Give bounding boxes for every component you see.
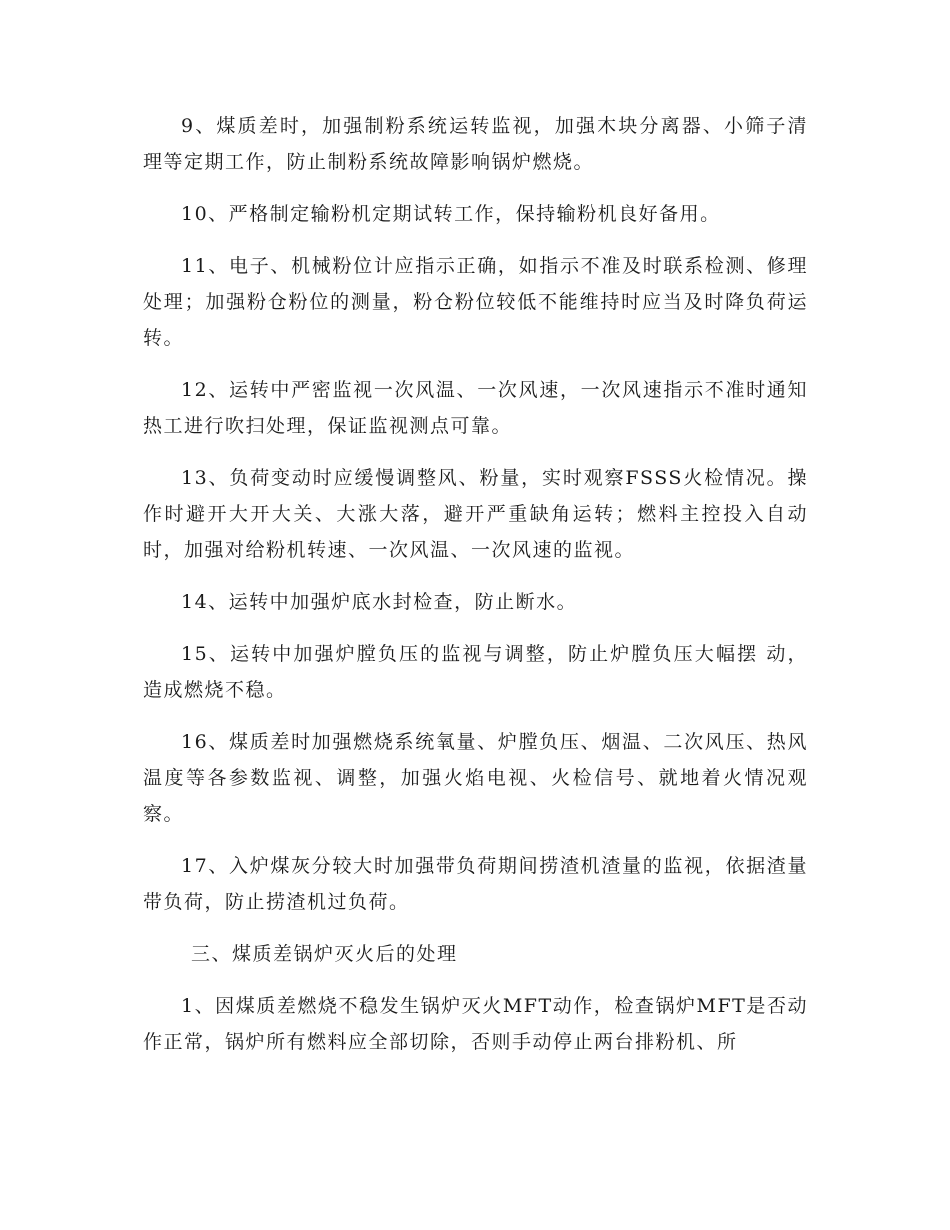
document-body: [143, 108, 808, 1076]
paragraph-item-17: 17、入炉煤灰分较大时加强带负荷期间捞渣机渣量的监视，依据渣量带负荷，防止捞渣机过负荷。: [143, 855, 808, 913]
paragraph-item-15: 15、运转中加强炉膛负压的监视与调整，防止炉膛负压大幅摆 动，造成燃烧不稳。: [143, 643, 808, 701]
paragraph-item-9: 9、煤质差时，加强制粉系统运转监视，加强木块分离器、小筛子清理等定期工作，防止制粉系统故障影响锅炉燃烧。: [143, 115, 808, 173]
paragraph-item-10: 10、严格制定输粉机定期试转工作，保持输粉机良好备用。: [181, 203, 721, 225]
section-heading: 三、煤质差锅炉灭火后的处理: [191, 943, 458, 965]
paragraph-item-11: 11、电子、机械粉位计应指示正确，如指示不准及时联系检测、修理处理；加强粉仓粉位的测量，粉仓粉位较低不能维持时应当及时降负荷运转。: [143, 255, 808, 349]
paragraph-item-1: 1、因煤质差燃烧不稳发生锅炉灭火MFT动作，检查锅炉MFT是否动作正常，锅炉所有燃料应全部切除，否则手动停止两台排粉机、所: [143, 995, 808, 1053]
paragraph-item-12: 12、运转中严密监视一次风温、一次风速，一次风速指示不准时通知热工进行吹扫处理，保证监视测点可靠。: [143, 379, 808, 437]
paragraph-item-14: 14、运转中加强炉底水封检查，防止断水。: [181, 591, 578, 613]
paragraph-item-16: 16、煤质差时加强燃烧系统氧量、炉膛负压、烟温、二次风压、热风温度等各参数监视、调整，加强火焰电视、火检信号、就地着火情况观察。: [143, 731, 808, 825]
paragraph-item-13: 13、负荷变动时应缓慢调整风、粉量，实时观察FSSS火检情况。操作时避开大开大关、大涨大落，避开严重缺角运转；燃料主控投入自动时，加强对给粉机转速、一次风温、一次风速的监视。: [143, 467, 808, 561]
